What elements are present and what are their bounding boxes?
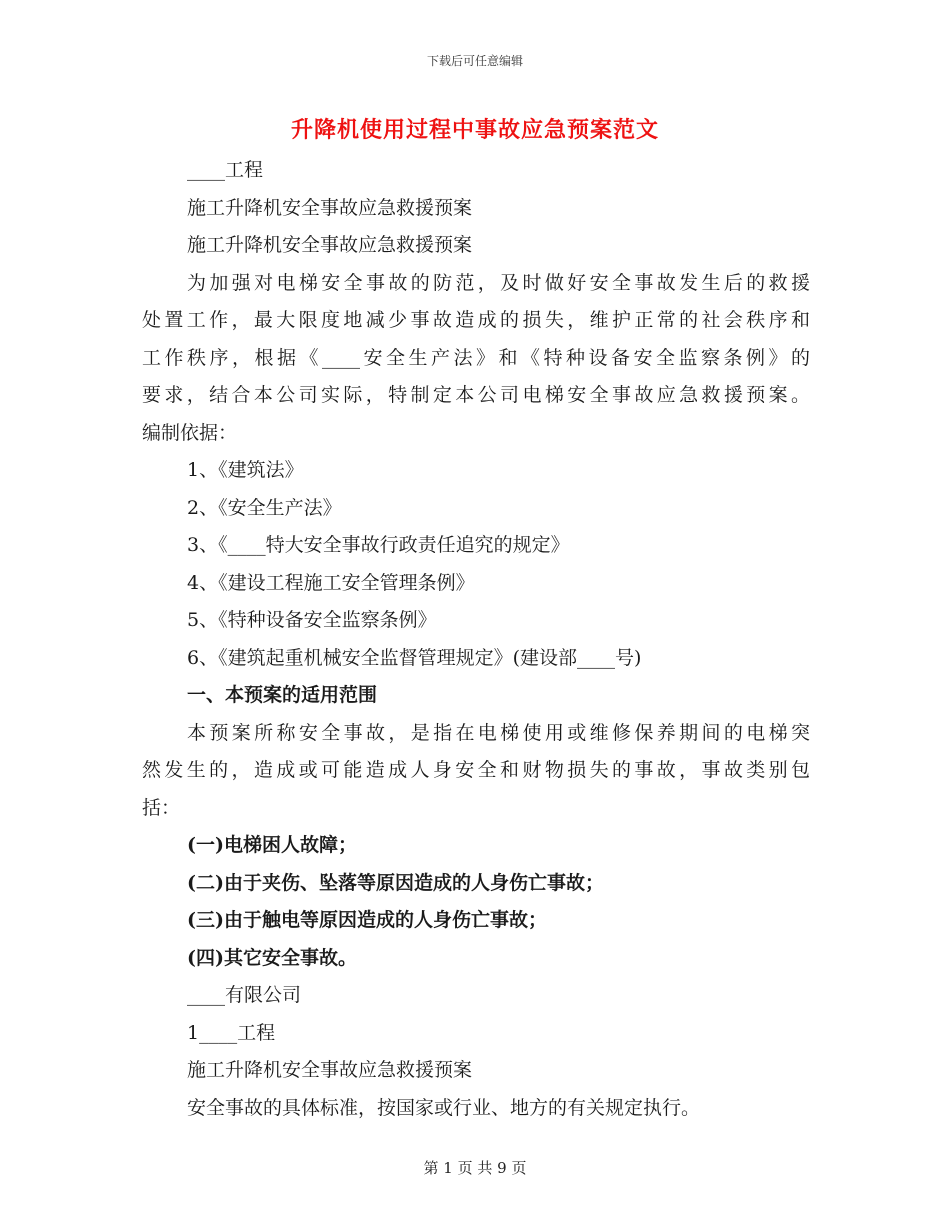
paragraph-line: 安全事故的具体标准，按国家或行业、地方的有关规定执行。	[187, 1096, 701, 1119]
paragraph-line: 施工升降机安全事故应急救援预案	[187, 234, 473, 256]
document-title: 升降机使用过程中事故应急预案范文	[290, 117, 659, 143]
section-heading: 一、本预案的适用范围	[187, 684, 378, 706]
list-item: 2、《安全生产法》	[187, 496, 342, 519]
paragraph-line: 施工升降机安全事故应急救援预案	[187, 196, 473, 219]
paragraph-line: 要求，结合本公司实际，特制定本公司电梯安全事故应急救援预案。	[142, 384, 810, 406]
paragraph-line: 工作秩序，根据《____安全生产法》和《特种设备安全监察条例》的	[142, 346, 810, 369]
list-item: 5、《特种设备安全监察条例》	[187, 609, 437, 631]
paragraph-line: 施工升降机安全事故应急救援预案	[187, 1059, 473, 1081]
list-item: 6、《建筑起重机械安全监督管理规定》(建设部____号)	[187, 646, 642, 669]
list-item: 4、《建设工程施工安全管理条例》	[187, 571, 475, 594]
page-header: 下载后可任意编辑	[426, 54, 523, 68]
list-item: (二)由于夹伤、坠落等原因造成的人身伤亡事故；	[187, 871, 604, 894]
document-body	[142, 152, 810, 1127]
paragraph-line: 括：	[142, 796, 181, 819]
list-item: (一)电梯困人故障；	[187, 834, 357, 856]
paragraph-line: 编制依据：	[142, 421, 238, 444]
paragraph-line: 本预案所称安全事故，是指在电梯使用或维修保养期间的电梯突	[187, 721, 810, 744]
list-item: (四)其它安全事故。	[187, 946, 357, 969]
paragraph-line: 1____工程	[187, 1021, 276, 1044]
list-item: 1、《建筑法》	[187, 459, 304, 481]
paragraph-line: 然发生的，造成或可能造成人身安全和财物损失的事故，事故类别包	[142, 759, 810, 781]
paragraph-line: ____工程	[187, 159, 264, 181]
paragraph-line: 处置工作，最大限度地减少事故造成的损失，维护正常的社会秩序和	[142, 309, 810, 331]
list-item: (三)由于触电等原因造成的人身伤亡事故；	[187, 909, 547, 931]
page-footer: 第 1 页 共 9 页	[423, 1159, 527, 1177]
list-item: 3、《____特大安全事故行政责任追究的规定》	[187, 534, 570, 556]
paragraph-line: ____有限公司	[187, 984, 302, 1006]
paragraph-line: 为加强对电梯安全事故的防范，及时做好安全事故发生后的救援	[187, 271, 810, 294]
